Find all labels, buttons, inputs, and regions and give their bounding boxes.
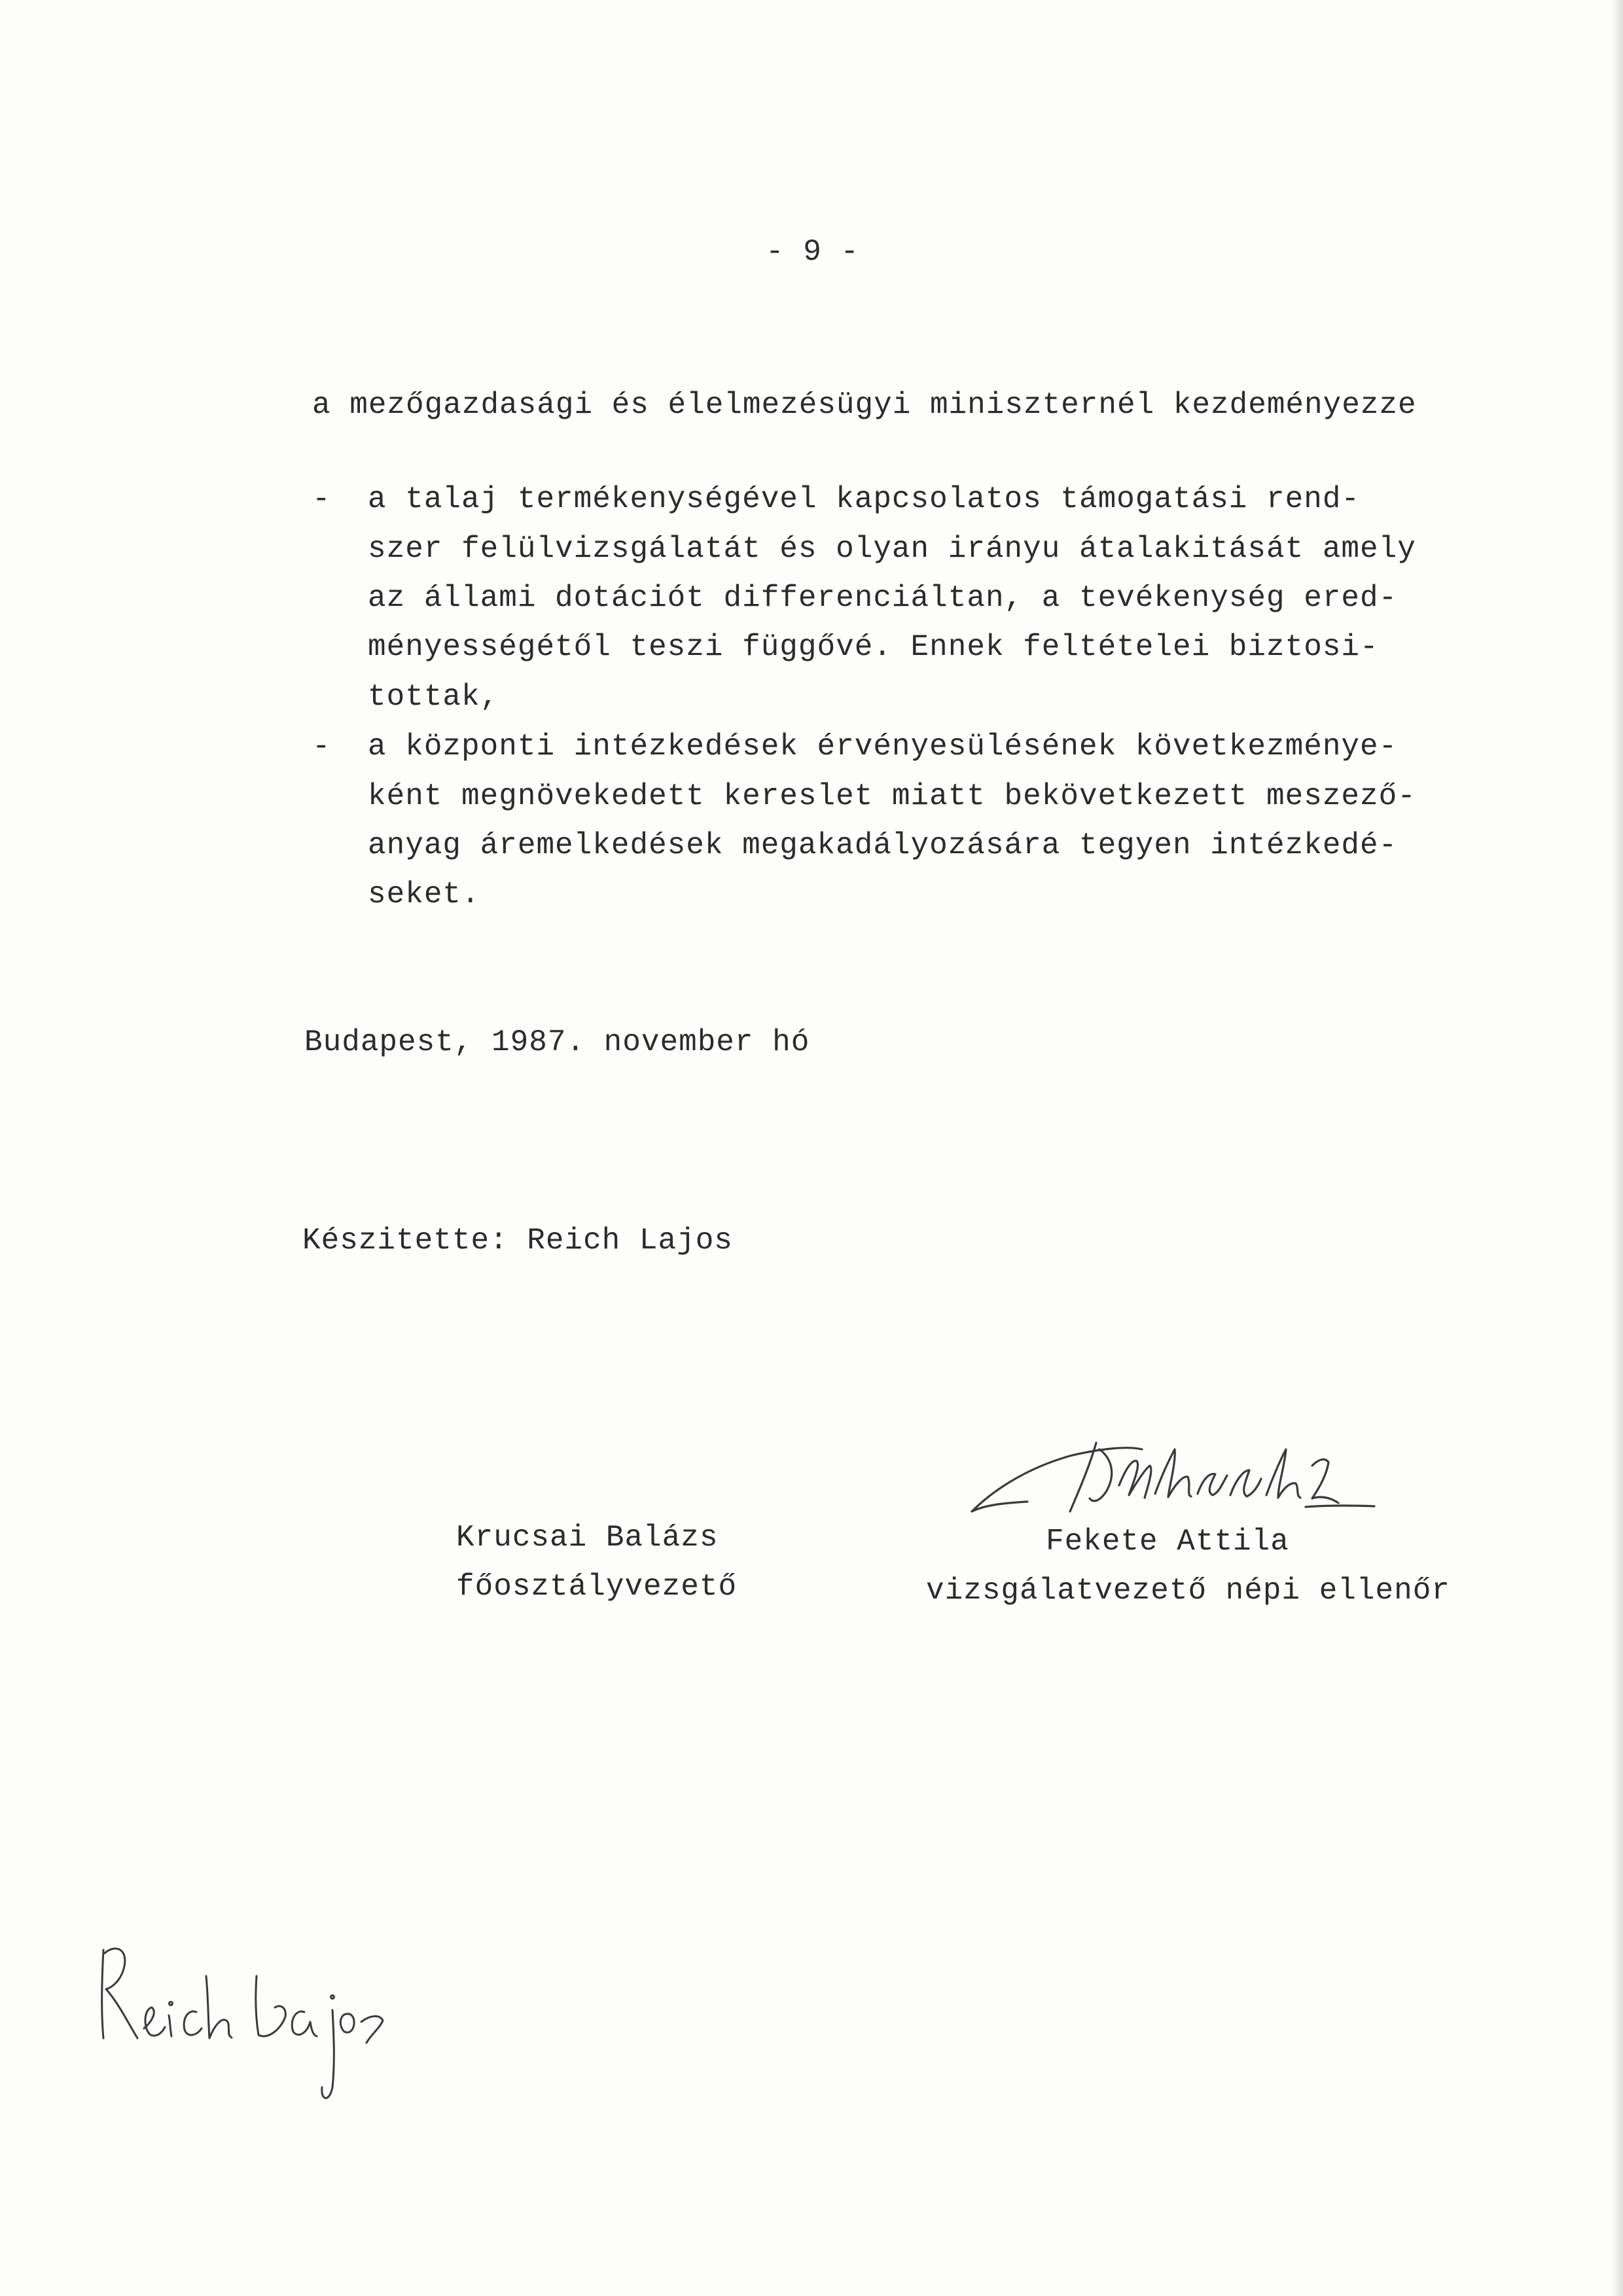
bullet-2-line-1: a központi intézkedések érvényesülésének következménye- [368,730,1398,764]
signatory-right-name: Fekete Attila [1046,1525,1289,1559]
bullet-dash-1: - [312,482,330,516]
bullet-dash-2: - [312,730,330,764]
page-edge-shadow [1611,0,1623,2296]
bullet-2-line-2: ként megnövekedett kereslet miatt bekövetkezett meszező- [368,779,1416,813]
bullet-1-line-2: szer felülvizsgálatát és olyan irányu átalakitását amely [368,532,1416,566]
handwritten-signature-fekete [965,1430,1384,1521]
bullet-2-line-3: anyag áremelkedések megakadályozására tegyen intézkedé- [368,828,1398,862]
bullet-1-line-1: a talaj termékenységével kapcsolatos támogatási rend- [368,482,1361,516]
bullet-1-line-4: ményességétől teszi függővé. Ennek feltételei biztosi- [368,630,1379,664]
bullet-1-line-5: tottak, [368,680,499,714]
handwritten-signature-reich [92,1930,419,2120]
bullet-1-line-3: az állami dotációt differenciáltan, a tevékenység ered- [368,581,1398,615]
date-line: Budapest, 1987. november hó [304,1025,810,1059]
signatory-left-name: Krucsai Balázs [456,1521,719,1555]
signatory-right-title: vizsgálatvezető népi ellenőr [926,1574,1450,1608]
page-number: - 9 - [766,235,860,269]
signatory-left-title: főosztályvezető [456,1570,738,1604]
prepared-by-line: Készitette: Reich Lajos [302,1224,733,1258]
intro-line: a mezőgazdasági és élelmezésügyi miniszternél kezdeményezze [312,388,1417,422]
bullet-2-line-4: seket. [368,877,480,911]
